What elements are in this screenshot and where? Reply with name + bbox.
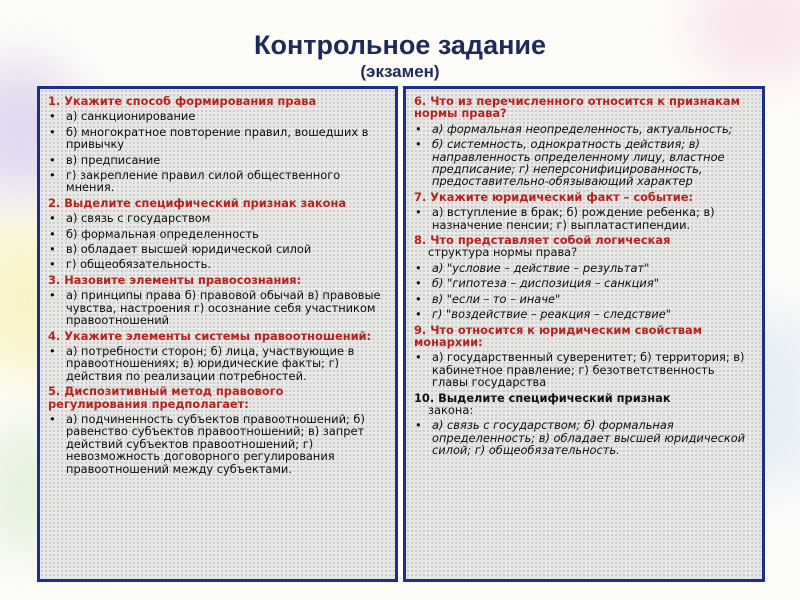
bullet-icon: • (415, 121, 422, 136)
answer-option: • а) подчиненность субъектов правоотношений; б) равенство субъектов правоотношений; в) запрет действий субъектов правоотношений; г) невозможность договорного регулирования правоотношений между субъектами. (49, 411, 365, 476)
answer-option: • в) обладает высшей юридической силой (49, 242, 312, 257)
answer-option: • а) принципы права б) правовой обычай в) правовые чувства, настроения г) осознание себя участником правоотношений (49, 288, 381, 328)
answer-option: • г) "воздействие – реакция – следствие" (415, 307, 672, 322)
question-10-title: 10. Выделите специфический признак (414, 390, 671, 405)
slide-subtitle: (экзамен) (360, 62, 440, 81)
answer-option: • в) "если – то – иначе" (415, 291, 561, 306)
bullet-icon: • (415, 276, 422, 291)
answer-option: • в) предписание (49, 152, 161, 167)
answer-option: • а) "условие – действие – результат" (415, 260, 650, 275)
right-question-panel (403, 86, 765, 582)
bullet-icon: • (415, 291, 422, 306)
question-8 (414, 234, 754, 259)
question-2: 2. Выделите специфический признак закона (48, 195, 347, 210)
answer-option: • а) государственный суверенитет; б) территория; в) кабинетное правление; г) безответственность главы государства (415, 350, 745, 390)
answer-option: • а) формальная неопределенность, актуальность; (415, 121, 733, 136)
question-8-title: 8. Что представляет собой логическая (414, 233, 671, 248)
bullet-icon: • (49, 152, 56, 167)
question-10 (414, 392, 754, 417)
slide-title: Контрольное задание (253, 30, 547, 60)
question-10-continuation: закона: (428, 402, 474, 417)
left-question-panel (37, 86, 398, 582)
bullet-icon: • (49, 168, 56, 183)
bullet-icon: • (415, 205, 422, 220)
bullet-icon: • (49, 242, 56, 257)
question-4: 4. Укажите элементы системы правоотношений: (48, 328, 372, 343)
question-6: 6. Что из перечисленного относится к признакам нормы права? (414, 94, 740, 121)
answer-option: • а) связь с государством (49, 211, 211, 226)
answer-option: • б) формальная определенность (49, 226, 259, 241)
bullet-icon: • (49, 343, 56, 358)
question-9: 9. Что относится к юридическим свойствам монархии: (414, 322, 703, 349)
bullet-icon: • (49, 288, 56, 303)
bullet-icon: • (49, 257, 56, 272)
answer-option: • б) "гипотеза – диспозиция – санкция" (415, 276, 659, 291)
bullet-icon: • (415, 350, 422, 365)
question-7: 7. Укажите юридический факт – событие: (414, 189, 694, 204)
bullet-icon: • (49, 411, 56, 426)
answer-option: • б) многократное повторение правил, вошедших в привычку (49, 124, 369, 152)
question-1: 1. Укажите способ формирования права (48, 94, 317, 108)
answer-option: • г) закрепление правил силой общественного мнения. (49, 168, 341, 195)
question-5: 5. Диспозитивный метод правового регулирования предполагает: (48, 384, 284, 411)
answer-option: • а) потребности сторон; б) лица, участвующие в правоотношениях; в) юридические факты; г) действия по реализации потребностей. (49, 343, 355, 383)
bullet-icon: • (49, 211, 56, 226)
answer-option: • а) связь с государством; б) формальная определенность; в) обладает высшей юридической силой; г) общеобязательность. (415, 418, 746, 458)
bullet-icon: • (415, 418, 422, 433)
answer-option: • а) вступление в брак; б) рождение ребенка; в) назначение пенсии; г) выплатастипендии. (415, 205, 715, 232)
bullet-icon: • (415, 260, 422, 275)
bullet-icon: • (49, 226, 56, 241)
question-3: 3. Назовите элементы правосознания: (48, 272, 302, 287)
question-8-continuation: структура нормы права? (428, 245, 578, 260)
bullet-icon: • (415, 137, 422, 152)
answer-option: • г) общеобязательность. (49, 257, 211, 272)
answer-option: • б) системность, однократность действия; в) направленность определенному лицу, властное предписание; г) неперсонифицированность, предоставительно-обязывающий характер (415, 137, 725, 189)
bullet-icon: • (49, 109, 56, 124)
bullet-icon: • (49, 124, 56, 139)
bullet-icon: • (415, 307, 422, 322)
answer-option: • а) санкционирование (49, 109, 196, 124)
